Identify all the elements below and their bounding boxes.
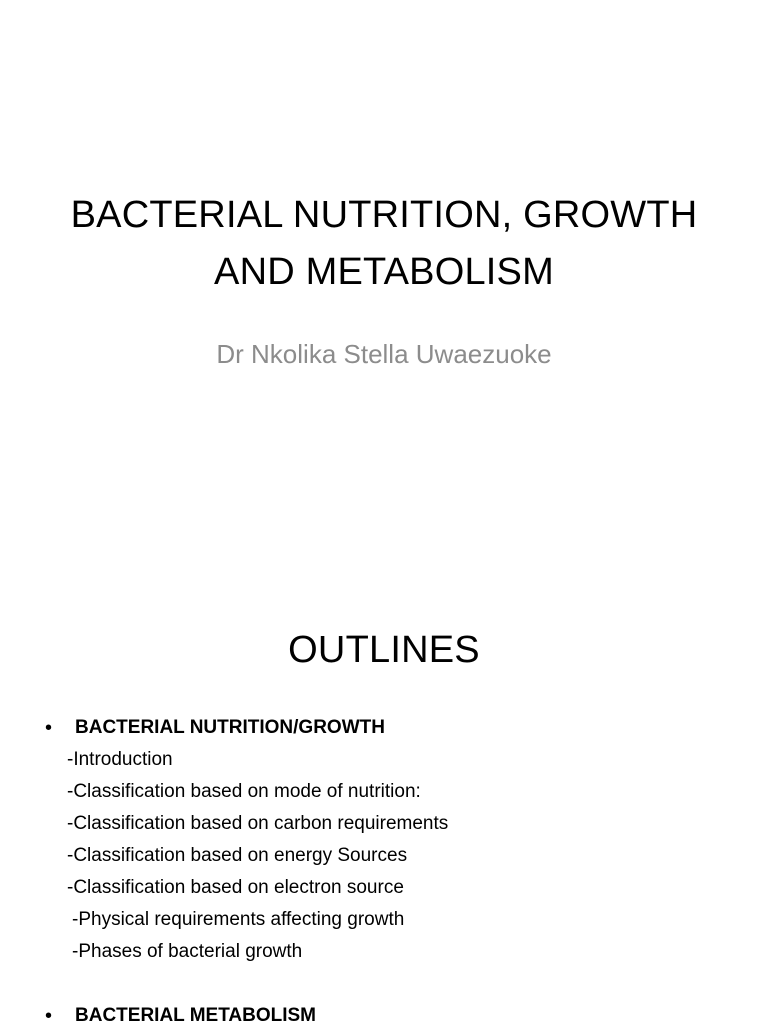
list-item: -Classification based on energy Sources: [67, 845, 408, 866]
section-header: [0, 1000, 768, 1024]
outline-section-nutrition: [0, 712, 768, 968]
list-item: -Introduction: [67, 749, 173, 770]
section-heading: BACTERIAL NUTRITION/GROWTH: [75, 717, 385, 738]
author-subtitle: Dr Nkolika Stella Uwaezuoke: [216, 339, 552, 369]
outline-list: [0, 712, 768, 1024]
list-item: -Phases of bacterial growth: [72, 941, 303, 962]
list-item: -Classification based on mode of nutrition:: [67, 781, 421, 802]
section-header: [0, 712, 768, 744]
title-line-2: AND METABOLISM: [214, 251, 554, 293]
section-items: [0, 744, 768, 968]
title-line-1: BACTERIAL NUTRITION, GROWTH: [70, 194, 698, 236]
list-item: -Classification based on electron source: [67, 877, 404, 898]
outlines-slide: [0, 576, 768, 1024]
bullet-icon: •: [45, 717, 53, 739]
section-heading: BACTERIAL METABOLISM: [75, 1005, 317, 1024]
bullet-icon: •: [45, 1005, 53, 1024]
outlines-title: OUTLINES: [288, 629, 480, 671]
list-item: -Physical requirements affecting growth: [72, 909, 405, 930]
list-item: -Classification based on carbon requirements: [67, 813, 449, 834]
presentation-title: [0, 187, 768, 301]
outline-section-metabolism: [0, 1000, 768, 1024]
